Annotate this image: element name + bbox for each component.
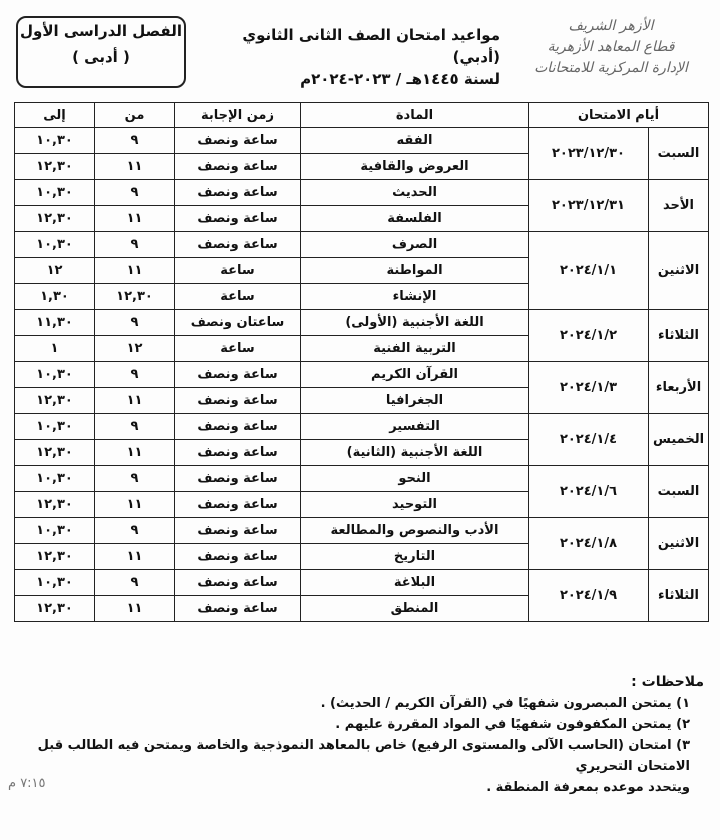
- subject-cell: الصرف: [301, 232, 529, 258]
- note-item: ١) يمتحن المبصرون شفهيًا في (القرآن الكريم / الحديث) .: [320, 696, 690, 711]
- note-item: ٣) امتحان (الحاسب الآلى والمستوى الرفيع) خاص بالمعاهد النموذجية والخاصة ويمتحن فيه الطالب قبل الامتحان التحريري: [37, 738, 690, 774]
- notes-heading: ملاحظات :: [631, 674, 704, 690]
- duration-cell: ساعة ونصف: [175, 388, 301, 414]
- subject-cell: الفلسفة: [301, 206, 529, 232]
- from-cell: ٩: [95, 570, 175, 596]
- day-cell: الأحد: [649, 180, 709, 232]
- subject-cell: الفقه: [301, 128, 529, 154]
- subject-cell: البلاغة: [301, 570, 529, 596]
- date-cell: ٢٠٢٤/١/٨: [529, 518, 649, 570]
- day-cell: الثلاثاء: [649, 310, 709, 362]
- from-cell: ١١: [95, 492, 175, 518]
- duration-cell: ساعة ونصف: [175, 570, 301, 596]
- duration-cell: ساعة ونصف: [175, 180, 301, 206]
- table-row: [15, 362, 709, 388]
- from-cell: ٩: [95, 310, 175, 336]
- subject-cell: المنطق: [301, 596, 529, 622]
- subject-cell: العروض والقافية: [301, 154, 529, 180]
- table-row: [15, 466, 709, 492]
- schedule-table: [14, 102, 709, 622]
- header-subject: المادة: [301, 103, 529, 128]
- date-cell: ٢٠٢٤/١/٩: [529, 570, 649, 622]
- to-cell: ١: [15, 336, 95, 362]
- duration-cell: ساعة ونصف: [175, 232, 301, 258]
- header-days: أيام الامتحان: [529, 103, 709, 128]
- duration-cell: ساعة: [175, 336, 301, 362]
- day-cell: الاثنين: [649, 518, 709, 570]
- note-item: ٢) يمتحن المكفوفون شفهيًا في المواد المقررة عليهم .: [335, 717, 690, 732]
- subject-cell: النحو: [301, 466, 529, 492]
- from-cell: ١٢: [95, 336, 175, 362]
- duration-cell: ساعة ونصف: [175, 440, 301, 466]
- subject-cell: القرآن الكريم: [301, 362, 529, 388]
- subject-cell: التاريخ: [301, 544, 529, 570]
- notes-section: [14, 672, 704, 798]
- subject-cell: اللغة الأجنبية (الأولى): [301, 310, 529, 336]
- semester-label: الفصل الدراسى الأول: [20, 22, 182, 40]
- from-cell: ١١: [95, 388, 175, 414]
- date-cell: ٢٠٢٤/١/٦: [529, 466, 649, 518]
- logo-line: الأزهر الشريف: [568, 18, 654, 34]
- duration-cell: ساعة ونصف: [175, 206, 301, 232]
- table-row: [15, 518, 709, 544]
- azhar-logo: [516, 16, 706, 86]
- table-row: [15, 310, 709, 336]
- day-cell: السبت: [649, 466, 709, 518]
- table-header-row: [15, 103, 709, 128]
- logo-line: الإدارة المركزية للامتحانات: [534, 60, 688, 76]
- to-cell: ١٠,٣٠: [15, 180, 95, 206]
- day-cell: السبت: [649, 128, 709, 180]
- subject-cell: الإنشاء: [301, 284, 529, 310]
- table-row: [15, 180, 709, 206]
- date-cell: ٢٠٢٤/١/٣: [529, 362, 649, 414]
- duration-cell: ساعة ونصف: [175, 362, 301, 388]
- duration-cell: ساعة ونصف: [175, 544, 301, 570]
- day-cell: الأربعاء: [649, 362, 709, 414]
- from-cell: ٩: [95, 414, 175, 440]
- subject-cell: التربية الفنية: [301, 336, 529, 362]
- timestamp: ٧:١٥ م: [8, 776, 46, 791]
- to-cell: ١٠,٣٠: [15, 414, 95, 440]
- date-cell: ٢٠٢٤/١/٤: [529, 414, 649, 466]
- date-cell: ٢٠٢٤/١/١: [529, 232, 649, 310]
- note-item: ويتحدد موعده بمعرفة المنطقة .: [486, 780, 690, 795]
- from-cell: ٩: [95, 362, 175, 388]
- table-row: [15, 128, 709, 154]
- subject-cell: التفسير: [301, 414, 529, 440]
- duration-cell: ساعة ونصف: [175, 414, 301, 440]
- subject-cell: الأدب والنصوص والمطالعة: [301, 518, 529, 544]
- duration-cell: ساعتان ونصف: [175, 310, 301, 336]
- subject-cell: اللغة الأجنبية (الثانية): [301, 440, 529, 466]
- title-line: مواعيد امتحان الصف الثانى الثانوي (أدبي): [242, 26, 500, 66]
- to-cell: ١٠,٣٠: [15, 232, 95, 258]
- subject-cell: المواطنة: [301, 258, 529, 284]
- to-cell: ١٠,٣٠: [15, 128, 95, 154]
- day-cell: الخميس: [649, 414, 709, 466]
- from-cell: ١١: [95, 544, 175, 570]
- to-cell: ١٠,٣٠: [15, 362, 95, 388]
- subject-cell: الجغرافيا: [301, 388, 529, 414]
- from-cell: ١١: [95, 258, 175, 284]
- to-cell: ١٢,٣٠: [15, 206, 95, 232]
- duration-cell: ساعة ونصف: [175, 466, 301, 492]
- table-row: [15, 232, 709, 258]
- page-title: [200, 24, 500, 90]
- to-cell: ١٢,٣٠: [15, 596, 95, 622]
- to-cell: ١,٣٠: [15, 284, 95, 310]
- year-line: لسنة ١٤٤٥هـ / ٢٠٢٣-٢٠٢٤م: [300, 70, 500, 88]
- duration-cell: ساعة ونصف: [175, 596, 301, 622]
- subject-cell: الحديث: [301, 180, 529, 206]
- duration-cell: ساعة ونصف: [175, 128, 301, 154]
- to-cell: ١١,٣٠: [15, 310, 95, 336]
- day-cell: الاثنين: [649, 232, 709, 310]
- from-cell: ١١: [95, 596, 175, 622]
- header-from: من: [95, 103, 175, 128]
- from-cell: ١١: [95, 206, 175, 232]
- header: [10, 10, 712, 90]
- to-cell: ١٢,٣٠: [15, 492, 95, 518]
- from-cell: ٩: [95, 180, 175, 206]
- from-cell: ٩: [95, 466, 175, 492]
- semester-box: [16, 16, 186, 88]
- logo-line: قطاع المعاهد الأزهرية: [547, 39, 675, 55]
- date-cell: ٢٠٢٣/١٢/٣١: [529, 180, 649, 232]
- date-cell: ٢٠٢٤/١/٢: [529, 310, 649, 362]
- to-cell: ١٢,٣٠: [15, 440, 95, 466]
- table-row: [15, 414, 709, 440]
- to-cell: ١٢: [15, 258, 95, 284]
- from-cell: ١١: [95, 154, 175, 180]
- subject-cell: التوحيد: [301, 492, 529, 518]
- to-cell: ١٠,٣٠: [15, 518, 95, 544]
- to-cell: ١٢,٣٠: [15, 154, 95, 180]
- from-cell: ١٢,٣٠: [95, 284, 175, 310]
- duration-cell: ساعة ونصف: [175, 492, 301, 518]
- to-cell: ١٠,٣٠: [15, 466, 95, 492]
- to-cell: ١٢,٣٠: [15, 544, 95, 570]
- from-cell: ١١: [95, 440, 175, 466]
- from-cell: ٩: [95, 128, 175, 154]
- table-row: [15, 570, 709, 596]
- to-cell: ١٢,٣٠: [15, 388, 95, 414]
- schedule-body: [15, 128, 709, 622]
- day-cell: الثلاثاء: [649, 570, 709, 622]
- header-duration: زمن الإجابة: [175, 103, 301, 128]
- from-cell: ٩: [95, 232, 175, 258]
- duration-cell: ساعة: [175, 284, 301, 310]
- header-to: إلى: [15, 103, 95, 128]
- duration-cell: ساعة ونصف: [175, 518, 301, 544]
- section-label: ( أدبى ): [72, 48, 130, 66]
- to-cell: ١٠,٣٠: [15, 570, 95, 596]
- date-cell: ٢٠٢٣/١٢/٣٠: [529, 128, 649, 180]
- duration-cell: ساعة ونصف: [175, 154, 301, 180]
- duration-cell: ساعة: [175, 258, 301, 284]
- from-cell: ٩: [95, 518, 175, 544]
